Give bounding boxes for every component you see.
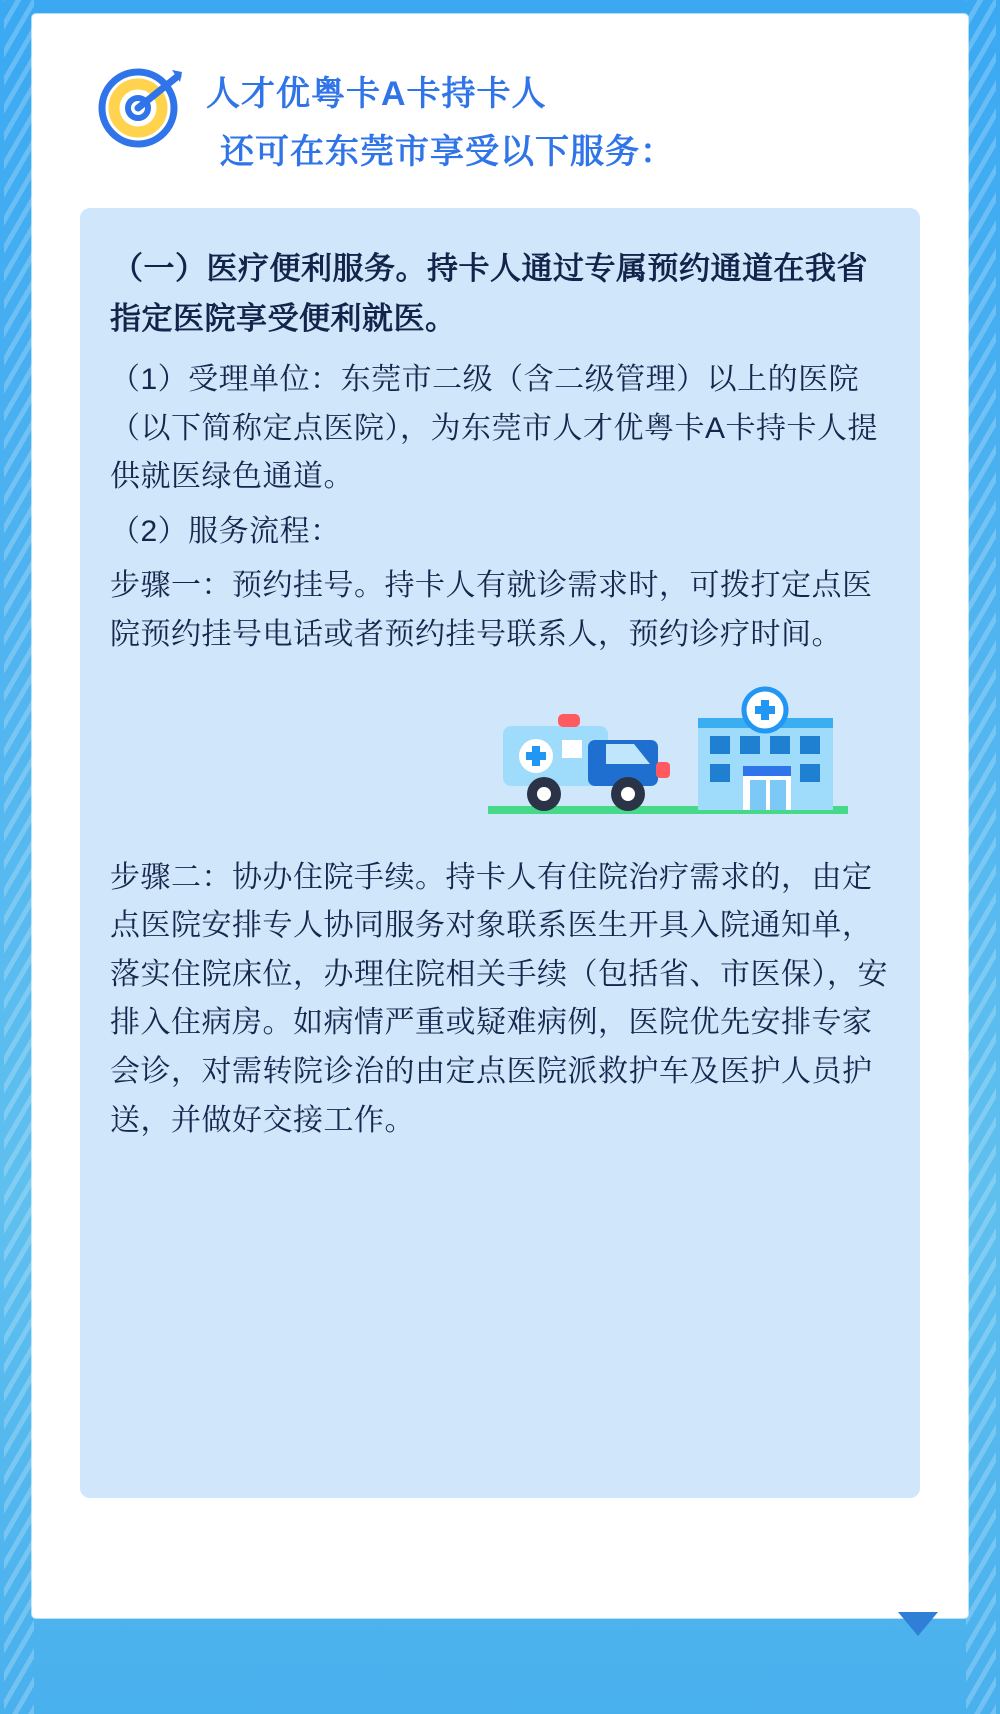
ambulance-icon	[503, 714, 670, 811]
page-title-line-2: 还可在东莞市享受以下服务：	[220, 132, 675, 171]
title-block	[206, 56, 675, 182]
right-stripe-decoration	[966, 0, 996, 1714]
ambulance-hospital-illustration	[110, 678, 890, 828]
header	[58, 56, 942, 182]
target-icon	[94, 60, 186, 152]
page-title-line-1: 人才优粤卡A卡持卡人	[206, 75, 547, 113]
paragraph-section-heading: （一）医疗便利服务。持卡人通过专属预约通道在我省指定医院享受便利就医。	[110, 250, 868, 336]
content-card	[32, 14, 968, 1618]
paragraph-service-process-label: （2）服务流程：	[110, 514, 341, 548]
hospital-building-icon	[698, 689, 833, 810]
paragraph-accepting-unit: （1）受理单位：东莞市二级（含二级管理）以上的医院（以下简称定点医院），为东莞市人才优粤卡A卡持卡人提供就医绿色通道。	[110, 363, 879, 494]
content-panel	[80, 208, 920, 1498]
left-stripe-decoration	[4, 0, 34, 1714]
down-caret-icon	[898, 1612, 938, 1636]
paragraph-step-two: 步骤二：协办住院手续。持卡人有住院治疗需求的，由定点医院安排专人协同服务对象联系医生开具入院通知单，落实住院床位，办理住院相关手续（包括省、市医保），安排入住病房。如病情严重或疑难病例，医院优先安排专家会诊，对需转院诊治的由定点医院派救护车及医护人员护送，并做好交接工作。	[110, 860, 888, 1137]
paragraph-step-one: 步骤一：预约挂号。持卡人有就诊需求时，可拨打定点医院预约挂号电话或者预约挂号联系人，预约诊疗时间。	[110, 569, 873, 651]
